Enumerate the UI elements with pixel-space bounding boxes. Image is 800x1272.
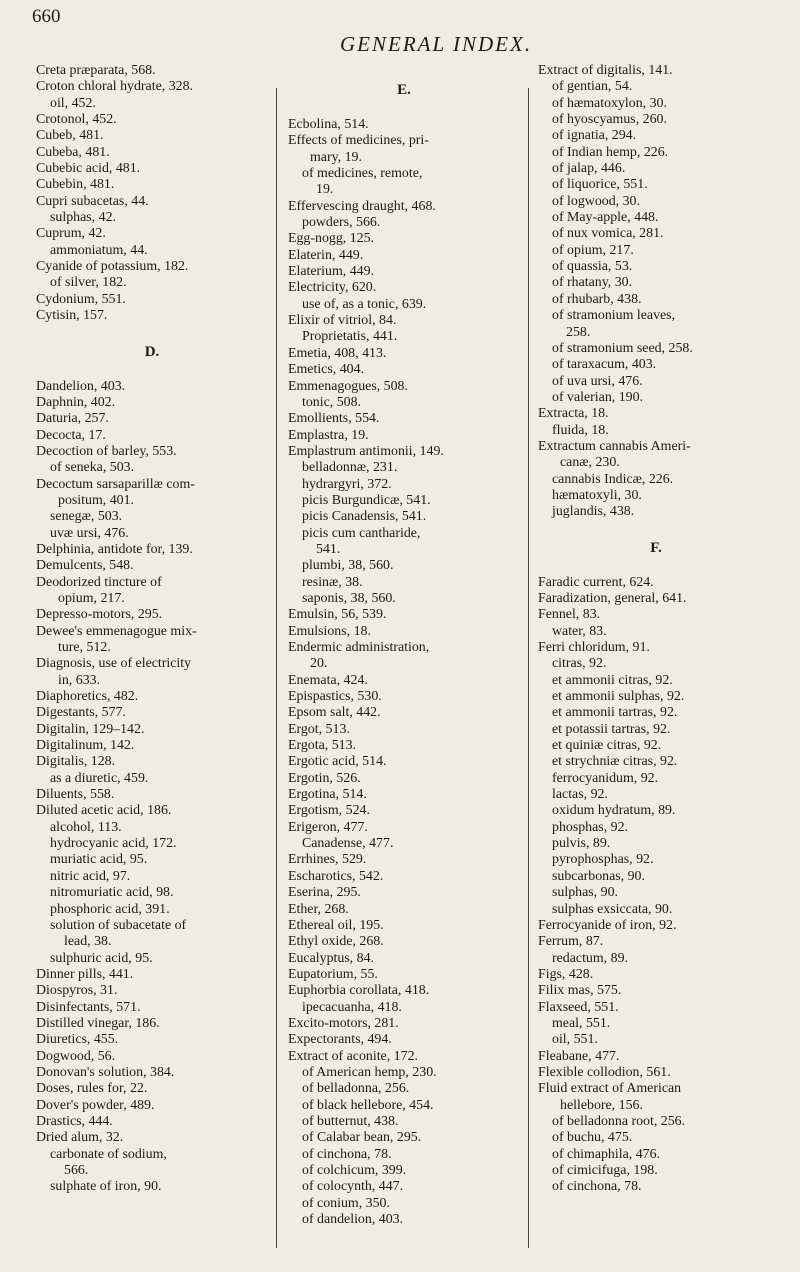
index-subentry: et ammonii citras, 92. xyxy=(552,672,673,688)
index-entry: Filix mas, 575. xyxy=(538,983,622,999)
index-subentry: hydrargyri, 372. xyxy=(302,476,392,492)
index-subentry: of chimaphila, 476. xyxy=(552,1146,661,1162)
index-subentry: of cinchona, 78. xyxy=(552,1179,642,1195)
index-entry: Disinfectants, 571. xyxy=(36,999,141,1015)
index-entry: Dandelion, 403. xyxy=(36,378,126,394)
index-subentry: use of, as a tonic, 639. xyxy=(302,296,427,312)
index-subentry: nitromuriatic acid, 98. xyxy=(50,885,174,901)
index-subentry: of May-apple, 448. xyxy=(552,210,659,226)
running-head: GENERAL INDEX. xyxy=(340,32,533,56)
index-subentry: ammoniatum, 44. xyxy=(50,242,148,258)
index-entry: Eserina, 295. xyxy=(288,885,361,901)
index-subentry: fluida, 18. xyxy=(552,422,609,438)
index-column-2 xyxy=(288,63,520,1228)
index-entry: Delphinia, antidote for, 139. xyxy=(36,541,193,557)
index-subentry: water, 83. xyxy=(552,623,607,639)
index-entry: Ergotina, 514. xyxy=(288,787,367,803)
index-entry: Fennel, 83. xyxy=(538,607,601,623)
index-subentry: hydrocyanic acid, 172. xyxy=(50,836,177,852)
index-subentry: Proprietatis, 441. xyxy=(302,329,398,345)
index-entry: Excito-motors, 281. xyxy=(288,1015,399,1031)
index-entry: Daturia, 257. xyxy=(36,411,109,427)
index-entry: Ferri chloridum, 91. xyxy=(538,640,650,655)
index-entry: Fleabane, 477. xyxy=(538,1048,620,1064)
index-subentry: resinæ, 38. xyxy=(302,574,363,590)
index-subentry: juglandis, 438. xyxy=(552,504,635,520)
index-subentry: citras, 92. xyxy=(552,656,607,672)
index-subentry: of conium, 350. xyxy=(302,1195,390,1211)
index-entry: Cubebic acid, 481. xyxy=(36,161,141,177)
index-entry-continuation: positum, 401. xyxy=(58,492,135,508)
index-entry: Extract of digitalis, 141. xyxy=(538,63,673,78)
index-entry: Fluid extract of American xyxy=(538,1081,682,1097)
index-subentry: oil, 551. xyxy=(552,1032,598,1048)
index-entry: Diospyros, 31. xyxy=(36,983,118,999)
index-subentry: et ammonii sulphas, 92. xyxy=(552,689,685,705)
index-entry: Emmenagogues, 508. xyxy=(288,378,408,394)
index-entry: Epispastics, 530. xyxy=(288,689,382,705)
index-entry: Donovan's solution, 384. xyxy=(36,1064,175,1080)
index-entry: Depresso-motors, 295. xyxy=(36,607,163,623)
index-subentry: of ignatia, 294. xyxy=(552,128,637,144)
index-subentry: 541. xyxy=(316,541,341,557)
index-entry: Faradization, general, 641. xyxy=(538,590,687,606)
section-letter: E. xyxy=(397,82,411,98)
index-entry: Effects of medicines, pri- xyxy=(288,133,429,149)
index-entry: Elixir of vitriol, 84. xyxy=(288,313,397,329)
index-subentry: alcohol, 113. xyxy=(50,819,122,835)
index-subentry: meal, 551. xyxy=(552,1015,611,1031)
index-subentry: nitric acid, 97. xyxy=(50,868,131,884)
index-entry: Ergot, 513. xyxy=(288,721,350,737)
index-entry: Crotonol, 452. xyxy=(36,112,117,128)
index-entry-continuation: canæ, 230. xyxy=(560,455,620,471)
index-entry: Diluents, 558. xyxy=(36,787,115,803)
index-entry: Erigeron, 477. xyxy=(288,819,368,835)
index-entry: Effervescing draught, 468. xyxy=(288,198,436,214)
index-subentry: of medicines, remote, xyxy=(302,166,423,182)
index-entry: Creta præparata, 568. xyxy=(36,63,156,78)
index-subentry: of colocynth, 447. xyxy=(302,1179,404,1195)
index-entry-continuation: 20. xyxy=(310,656,328,672)
index-entry: Digitalis, 128. xyxy=(36,754,116,770)
index-subentry: senegæ, 503. xyxy=(50,509,123,525)
index-subentry: of stramonium seed, 258. xyxy=(552,340,693,356)
index-subentry: carbonate of sodium, xyxy=(50,1146,167,1162)
index-entry: Cubeb, 481. xyxy=(36,128,104,144)
index-entry: Demulcents, 548. xyxy=(36,558,134,574)
index-subentry: of hæmatoxylon, 30. xyxy=(552,95,667,111)
index-subentry: Canadense, 477. xyxy=(302,836,394,852)
index-entry: Ethyl oxide, 268. xyxy=(288,934,384,950)
index-subentry: tonic, 508. xyxy=(302,394,362,410)
index-entry: Cubebin, 481. xyxy=(36,177,115,193)
index-subentry: et strychniæ citras, 92. xyxy=(552,754,678,770)
index-entry: Distilled vinegar, 186. xyxy=(36,1015,160,1031)
index-entry: Extract of aconite, 172. xyxy=(288,1048,418,1064)
index-subentry: of black hellebore, 454. xyxy=(302,1097,434,1113)
section-letter: F. xyxy=(650,539,662,556)
index-subentry: of buchu, 475. xyxy=(552,1130,633,1146)
index-entry: Errhines, 529. xyxy=(288,852,367,868)
index-subentry: of nux vomica, 281. xyxy=(552,226,664,242)
index-entry: Digitalinum, 142. xyxy=(36,738,135,754)
section-letter: D. xyxy=(144,343,160,360)
index-subentry: cannabis Indicæ, 226. xyxy=(552,471,674,487)
index-entry: Diaphoretics, 482. xyxy=(36,689,139,705)
index-subentry: of belladonna root, 256. xyxy=(552,1113,686,1129)
index-entry: Ecbolina, 514. xyxy=(288,117,369,132)
index-entry: Emetics, 404. xyxy=(288,362,364,378)
index-subentry: of quassia, 53. xyxy=(552,259,633,275)
index-entry: Ethereal oil, 195. xyxy=(288,917,384,933)
column-divider xyxy=(276,88,277,1248)
index-subentry: of uva ursi, 476. xyxy=(552,373,643,389)
index-entry: Flaxseed, 551. xyxy=(538,999,619,1015)
index-subentry: phosphoric acid, 391. xyxy=(50,901,170,917)
index-subentry: of cimicifuga, 198. xyxy=(552,1163,658,1178)
index-entry: Extractum cannabis Ameri- xyxy=(538,438,691,454)
index-subentry: et potassii tartras, 92. xyxy=(552,721,671,737)
index-subentry: powders, 566. xyxy=(302,215,381,231)
index-subentry: lead, 38. xyxy=(64,934,112,950)
index-entry: Decoction of barley, 553. xyxy=(36,443,177,459)
page-number: 660 xyxy=(32,6,61,27)
index-entry: Cyanide of potassium, 182. xyxy=(36,259,189,275)
index-entry-continuation: ture, 512. xyxy=(58,640,111,655)
index-entry: Digestants, 577. xyxy=(36,705,126,721)
index-subentry: of logwood, 30. xyxy=(552,193,640,209)
index-subentry: sulphate of iron, 90. xyxy=(50,1179,162,1195)
index-subentry: picis Canadensis, 541. xyxy=(302,509,427,525)
index-subentry: sulphas, 90. xyxy=(552,885,618,901)
index-entry-continuation: in, 633. xyxy=(58,672,101,688)
index-entry: Epsom salt, 442. xyxy=(288,705,381,721)
index-subentry: of belladonna, 256. xyxy=(302,1081,410,1097)
index-entry: Emulsin, 56, 539. xyxy=(288,607,387,623)
index-entry: Emplastrum antimonii, 149. xyxy=(288,443,444,459)
index-entry: Cubeba, 481. xyxy=(36,144,110,160)
index-subentry: of stramonium leaves, xyxy=(552,308,676,324)
index-subentry: of hyoscyamus, 260. xyxy=(552,112,667,128)
index-subentry: of taraxacum, 403. xyxy=(552,357,657,373)
index-entry: Faradic current, 624. xyxy=(538,574,654,590)
index-subentry: 19. xyxy=(316,182,334,198)
index-subentry: sulphas exsiccata, 90. xyxy=(552,901,673,917)
index-subentry: sulphuric acid, 95. xyxy=(50,950,153,966)
index-subentry: saponis, 38, 560. xyxy=(302,590,396,606)
index-subentry: of American hemp, 230. xyxy=(302,1064,437,1080)
index-subentry: oxidum hydratum, 89. xyxy=(552,803,676,819)
index-subentry: of seneka, 503. xyxy=(50,460,135,476)
index-entry: Decoctum sarsaparillæ com- xyxy=(36,476,195,492)
index-subentry: of jalap, 446. xyxy=(552,161,626,177)
index-entry: Emplastra, 19. xyxy=(288,427,369,443)
index-subentry: subcarbonas, 90. xyxy=(552,868,645,884)
index-entry: Cytisin, 157. xyxy=(36,308,108,324)
index-entry: Dover's powder, 489. xyxy=(36,1097,155,1113)
index-entry: Flexible collodion, 561. xyxy=(538,1064,671,1080)
index-entry: Croton chloral hydrate, 328. xyxy=(36,79,194,95)
index-subentry: of Calabar bean, 295. xyxy=(302,1130,422,1146)
index-entry: Eupatorium, 55. xyxy=(288,966,378,982)
index-entry: Decocta, 17. xyxy=(36,427,106,443)
index-subentry: of silver, 182. xyxy=(50,275,127,291)
index-subentry: belladonnæ, 231. xyxy=(302,460,398,476)
index-subentry: of opium, 217. xyxy=(552,242,634,258)
index-entry: Ferrum, 87. xyxy=(538,934,604,950)
index-subentry: lactas, 92. xyxy=(552,787,608,803)
index-entry: Extracta, 18. xyxy=(538,406,609,422)
index-subentry: of colchicum, 399. xyxy=(302,1163,407,1178)
index-entry: Eucalyptus, 84. xyxy=(288,950,375,966)
index-subentry: of butternut, 438. xyxy=(302,1113,399,1129)
index-subentry: plumbi, 38, 560. xyxy=(302,558,394,574)
index-subentry: phosphas, 92. xyxy=(552,819,629,835)
index-subentry: pyrophosphas, 92. xyxy=(552,852,654,868)
index-entry: Euphorbia corollata, 418. xyxy=(288,983,430,999)
index-entry: Expectorants, 494. xyxy=(288,1032,392,1048)
index-subentry: hæmatoxyli, 30. xyxy=(552,487,642,503)
index-entry: Egg-nogg, 125. xyxy=(288,231,375,247)
index-entry: Ether, 268. xyxy=(288,901,349,917)
index-entry: Emollients, 554. xyxy=(288,411,380,427)
index-entry: Escharotics, 542. xyxy=(288,868,384,884)
index-subentry: of dandelion, 403. xyxy=(302,1212,404,1228)
index-subentry: 566. xyxy=(64,1163,89,1178)
index-subentry: of rhatany, 30. xyxy=(552,275,633,291)
index-subentry: uvæ ursi, 476. xyxy=(50,525,129,541)
index-subentry: picis cum cantharide, xyxy=(302,525,421,541)
index-entry: Dinner pills, 441. xyxy=(36,966,134,982)
index-entry: Cydonium, 551. xyxy=(36,291,126,307)
index-subentry: of gentian, 54. xyxy=(552,79,633,95)
index-entry-continuation: mary, 19. xyxy=(310,149,362,165)
index-subentry: redactum, 89. xyxy=(552,950,628,966)
index-entry: Cuprum, 42. xyxy=(36,226,106,242)
index-column-3 xyxy=(538,63,774,1196)
index-entry: Daphnin, 402. xyxy=(36,394,116,410)
index-entry: Ergota, 513. xyxy=(288,738,357,754)
index-entry: Elaterin, 449. xyxy=(288,247,364,263)
index-entry: Ergotic acid, 514. xyxy=(288,754,387,770)
index-entry: Dogwood, 56. xyxy=(36,1048,116,1064)
index-subentry: oil, 452. xyxy=(50,95,96,111)
index-subentry: muriatic acid, 95. xyxy=(50,852,148,868)
index-subentry: et quiniæ citras, 92. xyxy=(552,738,662,754)
index-entry: Deodorized tincture of xyxy=(36,574,162,590)
index-entry: Figs, 428. xyxy=(538,966,594,982)
index-entry: Endermic administration, xyxy=(288,640,430,655)
index-subentry: as a diuretic, 459. xyxy=(50,770,149,786)
index-entry: Diagnosis, use of electricity xyxy=(36,656,192,672)
index-subentry: of Indian hemp, 226. xyxy=(552,144,669,160)
index-entry: Ferrocyanide of iron, 92. xyxy=(538,917,677,933)
index-subentry: of valerian, 190. xyxy=(552,389,644,405)
index-entry: Diuretics, 455. xyxy=(36,1032,119,1048)
index-subentry: ferrocyanidum, 92. xyxy=(552,770,659,786)
index-entry: Dewee's emmenagogue mix- xyxy=(36,623,197,639)
index-subentry: pulvis, 89. xyxy=(552,836,611,852)
index-entry: Cupri subacetas, 44. xyxy=(36,193,149,209)
index-subentry: picis Burgundicæ, 541. xyxy=(302,492,431,508)
index-subentry: sulphas, 42. xyxy=(50,210,116,226)
index-entry: Ergotism, 524. xyxy=(288,803,370,819)
index-subentry: of rhubarb, 438. xyxy=(552,291,642,307)
index-entry: Doses, rules for, 22. xyxy=(36,1081,148,1097)
index-subentry: of cinchona, 78. xyxy=(302,1146,392,1162)
index-entry: Drastics, 444. xyxy=(36,1113,113,1129)
index-subentry: solution of subacetate of xyxy=(50,917,187,933)
index-entry: Elaterium, 449. xyxy=(288,264,375,280)
index-subentry: et ammonii tartras, 92. xyxy=(552,705,678,721)
index-entry-continuation: opium, 217. xyxy=(58,590,125,606)
index-entry: Ergotin, 526. xyxy=(288,770,361,786)
index-subentry: ipecacuanha, 418. xyxy=(302,999,402,1015)
index-entry: Enemata, 424. xyxy=(288,672,368,688)
index-subentry: of liquorice, 551. xyxy=(552,177,648,193)
index-entry: Emetia, 408, 413. xyxy=(288,345,387,361)
index-column-1 xyxy=(36,63,268,1196)
index-entry: Digitalin, 129–142. xyxy=(36,721,145,737)
index-entry: Emulsions, 18. xyxy=(288,623,371,639)
index-entry: Diluted acetic acid, 186. xyxy=(36,803,172,819)
column-divider xyxy=(528,88,529,1248)
index-entry: Electricity, 620. xyxy=(288,280,377,296)
index-entry-continuation: hellebore, 156. xyxy=(560,1097,643,1113)
index-subentry: 258. xyxy=(566,324,591,340)
index-entry: Dried alum, 32. xyxy=(36,1130,124,1146)
